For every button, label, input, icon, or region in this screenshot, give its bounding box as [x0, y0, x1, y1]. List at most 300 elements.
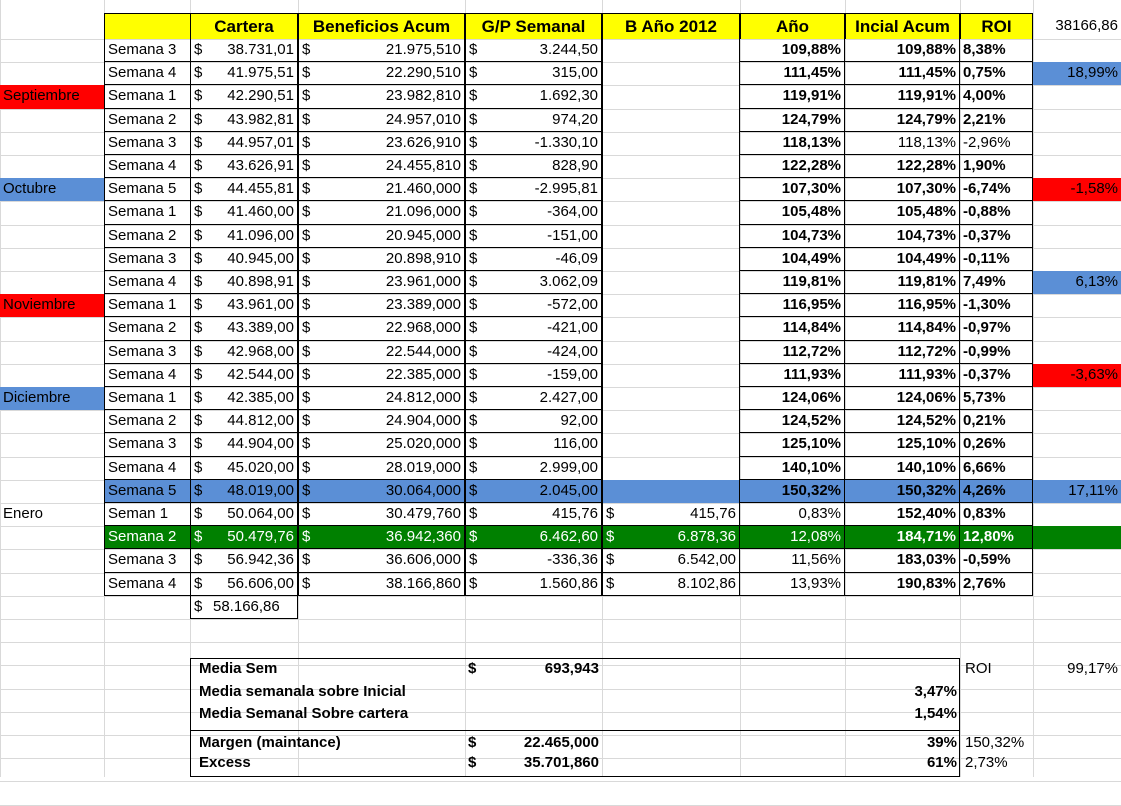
monthly-roi: -3,63%	[1033, 364, 1121, 387]
inicial-value: 150,32%	[845, 480, 960, 503]
benef-value: 22.544,000	[318, 341, 465, 364]
b2012-empty	[602, 248, 740, 271]
benef-value: 21.460,000	[318, 178, 465, 201]
benef-value: 24.455,810	[318, 155, 465, 178]
gp-value: 315,00	[485, 62, 602, 85]
cartera-value: 56.606,00	[210, 573, 298, 596]
inicial-value: 122,28%	[845, 155, 960, 178]
currency-symbol: $	[298, 155, 318, 178]
margen-label: Margen (maintance)	[199, 733, 341, 751]
inicial-value: 118,13%	[845, 132, 960, 155]
cartera-value: 40.945,00	[210, 248, 298, 271]
benef-value: 36.942,360	[318, 526, 465, 549]
currency-symbol: $	[465, 387, 485, 410]
column-header: Cartera	[190, 13, 298, 39]
currency-symbol: $	[298, 573, 318, 596]
row-fill	[1033, 526, 1121, 549]
cartera-value: 41.096,00	[210, 225, 298, 248]
currency-symbol: $	[465, 271, 485, 294]
gridline	[0, 619, 1121, 620]
week-label: Semana 4	[104, 62, 190, 85]
b2012-empty	[602, 62, 740, 85]
ano-value: 107,30%	[740, 178, 845, 201]
ano-value: 114,84%	[740, 317, 845, 340]
roi-value: 4,26%	[960, 480, 1033, 503]
cartera-value: 38.731,01	[210, 39, 298, 62]
benef-value: 23.961,000	[318, 271, 465, 294]
b2012-value: 6.878,36	[622, 526, 740, 549]
currency-symbol: $	[190, 248, 210, 271]
currency-symbol: $	[190, 317, 210, 340]
b2012-empty	[602, 201, 740, 224]
ano-value: 124,06%	[740, 387, 845, 410]
roi-value: 8,38%	[960, 39, 1033, 62]
currency-symbol: $	[298, 387, 318, 410]
currency-symbol: $	[465, 109, 485, 132]
excess-value: 35.701,860	[523, 754, 599, 771]
currency-symbol: $	[190, 596, 210, 619]
gp-value: 3.062,09	[485, 271, 602, 294]
ano-value: 104,73%	[740, 225, 845, 248]
benef-value: 30.064,000	[318, 480, 465, 503]
gp-value: 828,90	[485, 155, 602, 178]
cartera-value: 44.455,81	[210, 178, 298, 201]
currency-symbol: $	[465, 62, 485, 85]
inicial-value: 112,72%	[845, 341, 960, 364]
b2012-empty	[602, 155, 740, 178]
benef-value: 20.898,910	[318, 248, 465, 271]
currency-symbol: $	[298, 433, 318, 456]
cartera-value: 43.982,81	[210, 109, 298, 132]
gp-value: 116,00	[485, 433, 602, 456]
roi-value: -0,11%	[960, 248, 1033, 271]
ano-value: 111,45%	[740, 62, 845, 85]
inicial-value: 105,48%	[845, 201, 960, 224]
currency-symbol: $	[298, 225, 318, 248]
gp-value: 974,20	[485, 109, 602, 132]
b2012-value: 8.102,86	[622, 573, 740, 596]
b2012-value: 415,76	[622, 503, 740, 526]
ano-value: 119,81%	[740, 271, 845, 294]
cartera-value: 40.898,91	[210, 271, 298, 294]
ano-value: 111,93%	[740, 364, 845, 387]
week-label: Semana 1	[104, 387, 190, 410]
benef-value: 24.812,000	[318, 387, 465, 410]
inicial-value: 190,83%	[845, 573, 960, 596]
currency-symbol: $	[190, 503, 210, 526]
b2012-empty	[602, 294, 740, 317]
cartera-value: 48.019,00	[210, 480, 298, 503]
currency-symbol: $	[190, 294, 210, 317]
roi-value: -0,37%	[960, 225, 1033, 248]
currency-symbol: $	[465, 503, 485, 526]
gp-value: -2.995,81	[485, 178, 602, 201]
week-label: Seman 1	[104, 503, 190, 526]
roi-value: 0,75%	[960, 62, 1033, 85]
gp-value: -151,00	[485, 225, 602, 248]
roi-value: 1,90%	[960, 155, 1033, 178]
roi-value: -0,88%	[960, 201, 1033, 224]
currency-symbol: $	[190, 201, 210, 224]
media-inicial-label: Media semanala sobre Inicial	[199, 682, 406, 700]
benef-value: 36.606,000	[318, 549, 465, 572]
monthly-roi: -1,58%	[1033, 178, 1121, 201]
currency-symbol: $	[190, 433, 210, 456]
b2012-value: 6.542,00	[622, 549, 740, 572]
column-header: Incial Acum	[845, 13, 960, 39]
roi-value: 7,49%	[960, 271, 1033, 294]
currency-symbol: $	[298, 109, 318, 132]
currency-symbol: $	[468, 733, 477, 751]
currency-symbol: $	[190, 364, 210, 387]
currency-symbol: $	[298, 178, 318, 201]
month-label: Octubre	[0, 178, 104, 201]
currency-symbol: $	[465, 549, 485, 572]
currency-symbol: $	[190, 480, 210, 503]
currency-symbol: $	[298, 132, 318, 155]
inicial-value: 125,10%	[845, 433, 960, 456]
cartera-value: 43.389,00	[210, 317, 298, 340]
currency-symbol: $	[465, 132, 485, 155]
month-label: Noviembre	[0, 294, 104, 317]
currency-symbol: $	[298, 457, 318, 480]
month-label: Enero	[3, 505, 44, 522]
b2012-empty	[602, 271, 740, 294]
week-label: Semana 3	[104, 549, 190, 572]
roi-summary-value: 99,17%	[1067, 660, 1118, 677]
b2012-empty	[602, 225, 740, 248]
currency-symbol: $	[465, 457, 485, 480]
gp-value: 6.462,60	[485, 526, 602, 549]
currency-symbol: $	[190, 271, 210, 294]
week-label: Semana 3	[104, 341, 190, 364]
currency-symbol: $	[602, 549, 622, 572]
gp-value: -1.330,10	[485, 132, 602, 155]
currency-symbol: $	[190, 225, 210, 248]
excess-side: 2,73%	[965, 754, 1008, 771]
cartera-value: 41.460,00	[210, 201, 298, 224]
currency-symbol: $	[465, 573, 485, 596]
b2012-empty	[602, 132, 740, 155]
inicial-value: 140,10%	[845, 457, 960, 480]
column-header: Año	[740, 13, 845, 39]
b2012-empty	[602, 364, 740, 387]
currency-symbol: $	[465, 248, 485, 271]
benef-value: 23.626,910	[318, 132, 465, 155]
roi-value: 4,00%	[960, 85, 1033, 108]
b2012-empty	[602, 317, 740, 340]
inicial-value: 124,79%	[845, 109, 960, 132]
benef-value: 28.019,000	[318, 457, 465, 480]
inicial-value: 111,93%	[845, 364, 960, 387]
b2012-empty	[602, 39, 740, 62]
cartera-value: 41.975,51	[210, 62, 298, 85]
ano-value: 122,28%	[740, 155, 845, 178]
currency-symbol: $	[602, 573, 622, 596]
week-label: Semana 3	[104, 248, 190, 271]
roi-value: 2,21%	[960, 109, 1033, 132]
ano-value: 109,88%	[740, 39, 845, 62]
ano-value: 125,10%	[740, 433, 845, 456]
benef-value: 21.096,000	[318, 201, 465, 224]
b2012-empty	[602, 85, 740, 108]
gp-value: 415,76	[485, 503, 602, 526]
cartera-value: 42.385,00	[210, 387, 298, 410]
week-label: Semana 4	[104, 457, 190, 480]
currency-symbol: $	[190, 410, 210, 433]
currency-symbol: $	[602, 503, 622, 526]
week-label: Semana 4	[104, 155, 190, 178]
benef-value: 22.290,510	[318, 62, 465, 85]
currency-symbol: $	[465, 480, 485, 503]
week-label: Semana 2	[104, 317, 190, 340]
b2012-empty	[602, 341, 740, 364]
currency-symbol: $	[298, 341, 318, 364]
roi-value: -0,37%	[960, 364, 1033, 387]
currency-symbol: $	[465, 225, 485, 248]
currency-symbol: $	[298, 410, 318, 433]
ano-value: 124,79%	[740, 109, 845, 132]
ano-value: 11,56%	[740, 549, 845, 572]
b2012-empty	[602, 109, 740, 132]
benef-value: 21.975,510	[318, 39, 465, 62]
cartera-value: 44.904,00	[210, 433, 298, 456]
currency-symbol: $	[298, 549, 318, 572]
ano-value: 119,91%	[740, 85, 845, 108]
roi-value: -0,59%	[960, 549, 1033, 572]
gp-value: -46,09	[485, 248, 602, 271]
gp-value: -421,00	[485, 317, 602, 340]
week-label: Semana 5	[104, 178, 190, 201]
inicial-value: 119,91%	[845, 85, 960, 108]
media-sem-label: Media Sem	[199, 660, 278, 677]
benef-value: 25.020,000	[318, 433, 465, 456]
roi-value: 0,83%	[960, 503, 1033, 526]
cartera-value: 50.479,76	[210, 526, 298, 549]
benef-value: 24.957,010	[318, 109, 465, 132]
gp-value: 2.045,00	[485, 480, 602, 503]
benef-value: 23.982,810	[318, 85, 465, 108]
ano-value: 118,13%	[740, 132, 845, 155]
gp-value: -336,36	[485, 549, 602, 572]
inicial-value: 116,95%	[845, 294, 960, 317]
excess-pct: 61%	[926, 754, 957, 771]
currency-symbol: $	[298, 503, 318, 526]
roi-summary-label: ROI	[965, 660, 992, 677]
cartera-value: 50.064,00	[210, 503, 298, 526]
currency-symbol: $	[298, 39, 318, 62]
currency-symbol: $	[298, 526, 318, 549]
benef-value: 20.945,000	[318, 225, 465, 248]
currency-symbol: $	[298, 271, 318, 294]
week-label: Semana 1	[104, 294, 190, 317]
inicial-value: 107,30%	[845, 178, 960, 201]
currency-symbol: $	[190, 526, 210, 549]
inicial-value: 152,40%	[845, 503, 960, 526]
currency-symbol: $	[465, 526, 485, 549]
ano-value: 140,10%	[740, 457, 845, 480]
currency-symbol: $	[190, 62, 210, 85]
ano-value: 116,95%	[740, 294, 845, 317]
inicial-value: 104,49%	[845, 248, 960, 271]
gridline	[0, 596, 1121, 597]
media-sem-value: 693,943	[544, 660, 599, 677]
column-header: B Año 2012	[602, 13, 740, 39]
currency-symbol: $	[190, 573, 210, 596]
ano-value: 12,08%	[740, 526, 845, 549]
currency-symbol: $	[298, 85, 318, 108]
media-inicial-pct: 3,47%	[914, 682, 957, 700]
currency-symbol: $	[468, 754, 477, 771]
currency-symbol: $	[190, 109, 210, 132]
roi-value: -0,97%	[960, 317, 1033, 340]
b2012-empty	[602, 433, 740, 456]
b2012-empty	[602, 457, 740, 480]
margen-pct: 39%	[926, 733, 957, 751]
currency-symbol: $	[190, 39, 210, 62]
benef-value: 22.385,000	[318, 364, 465, 387]
cartera-value: 44.812,00	[210, 410, 298, 433]
inicial-value: 124,52%	[845, 410, 960, 433]
gridline	[0, 805, 1121, 806]
cartera-value: 44.957,01	[210, 132, 298, 155]
currency-symbol: $	[190, 457, 210, 480]
week-label: Semana 4	[104, 271, 190, 294]
week-label: Semana 1	[104, 201, 190, 224]
week-label: Semana 3	[104, 433, 190, 456]
currency-symbol: $	[468, 660, 477, 677]
excess-label: Excess	[199, 754, 251, 771]
currency-symbol: $	[465, 364, 485, 387]
inicial-value: 104,73%	[845, 225, 960, 248]
currency-symbol: $	[190, 549, 210, 572]
benef-value: 38.166,860	[318, 573, 465, 596]
header-total-value: 38166,86	[1055, 17, 1118, 34]
week-label: Semana 1	[104, 85, 190, 108]
ano-value: 150,32%	[740, 480, 845, 503]
media-cartera-label: Media Semanal Sobre cartera	[199, 705, 409, 722]
gp-value: 3.244,50	[485, 39, 602, 62]
margen-side: 150,32%	[965, 733, 1025, 751]
currency-symbol: $	[465, 317, 485, 340]
cartera-value: 56.942,36	[210, 549, 298, 572]
inicial-value: 111,45%	[845, 62, 960, 85]
b2012-empty	[602, 387, 740, 410]
cartera-value: 42.290,51	[210, 85, 298, 108]
b2012-empty	[602, 410, 740, 433]
gp-value: 1.692,30	[485, 85, 602, 108]
ano-value: 124,52%	[740, 410, 845, 433]
currency-symbol: $	[190, 387, 210, 410]
inicial-value: 109,88%	[845, 39, 960, 62]
final-cartera-value: 58.166,86	[210, 596, 298, 619]
ano-value: 0,83%	[740, 503, 845, 526]
benef-value: 30.479,760	[318, 503, 465, 526]
cartera-value: 42.544,00	[210, 364, 298, 387]
currency-symbol: $	[465, 85, 485, 108]
currency-symbol: $	[298, 364, 318, 387]
currency-symbol: $	[465, 201, 485, 224]
cartera-value: 42.968,00	[210, 341, 298, 364]
week-label: Semana 3	[104, 132, 190, 155]
roi-value: -1,30%	[960, 294, 1033, 317]
currency-symbol: $	[190, 178, 210, 201]
month-label: Diciembre	[0, 387, 104, 410]
gp-value: 2.999,00	[485, 457, 602, 480]
gp-value: -364,00	[485, 201, 602, 224]
gp-value: 1.560,86	[485, 573, 602, 596]
b2012-empty	[602, 178, 740, 201]
roi-value: -6,74%	[960, 178, 1033, 201]
currency-symbol: $	[465, 39, 485, 62]
ano-value: 13,93%	[740, 573, 845, 596]
gp-value: 2.427,00	[485, 387, 602, 410]
gridline	[0, 781, 1121, 782]
column-header: G/P Semanal	[465, 13, 602, 39]
currency-symbol: $	[298, 294, 318, 317]
month-label: Septiembre	[0, 85, 104, 108]
currency-symbol: $	[465, 341, 485, 364]
roi-value: 12,80%	[960, 526, 1033, 549]
gp-value: -572,00	[485, 294, 602, 317]
inicial-value: 124,06%	[845, 387, 960, 410]
currency-symbol: $	[465, 410, 485, 433]
currency-symbol: $	[298, 62, 318, 85]
currency-symbol: $	[298, 201, 318, 224]
currency-symbol: $	[465, 178, 485, 201]
currency-symbol: $	[465, 294, 485, 317]
media-cartera-pct: 1,54%	[914, 705, 957, 722]
cartera-value: 45.020,00	[210, 457, 298, 480]
roi-value: -0,99%	[960, 341, 1033, 364]
inicial-value: 183,03%	[845, 549, 960, 572]
roi-value: 5,73%	[960, 387, 1033, 410]
gp-value: 92,00	[485, 410, 602, 433]
week-label: Semana 5	[104, 480, 190, 503]
header-blank	[104, 13, 190, 39]
currency-symbol: $	[465, 433, 485, 456]
column-header: ROI	[960, 13, 1033, 39]
monthly-roi: 18,99%	[1033, 62, 1121, 85]
monthly-roi: 6,13%	[1033, 271, 1121, 294]
gridline	[0, 642, 1121, 643]
week-label: Semana 2	[104, 225, 190, 248]
roi-value: 0,21%	[960, 410, 1033, 433]
week-label: Semana 4	[104, 364, 190, 387]
ano-value: 104,49%	[740, 248, 845, 271]
b2012-empty	[602, 480, 740, 503]
gp-value: -159,00	[485, 364, 602, 387]
inicial-value: 184,71%	[845, 526, 960, 549]
week-label: Semana 2	[104, 410, 190, 433]
benef-value: 23.389,000	[318, 294, 465, 317]
ano-value: 105,48%	[740, 201, 845, 224]
week-label: Semana 3	[104, 39, 190, 62]
inicial-value: 119,81%	[845, 271, 960, 294]
currency-symbol: $	[298, 317, 318, 340]
currency-symbol: $	[190, 155, 210, 178]
column-header: Beneficios Acum	[298, 13, 465, 39]
cartera-value: 43.626,91	[210, 155, 298, 178]
benef-value: 24.904,000	[318, 410, 465, 433]
ano-value: 112,72%	[740, 341, 845, 364]
inicial-value: 114,84%	[845, 317, 960, 340]
currency-symbol: $	[190, 132, 210, 155]
monthly-roi: 17,11%	[1033, 480, 1121, 503]
benef-value: 22.968,000	[318, 317, 465, 340]
margen-value: 22.465,000	[523, 733, 599, 751]
cartera-value: 43.961,00	[210, 294, 298, 317]
